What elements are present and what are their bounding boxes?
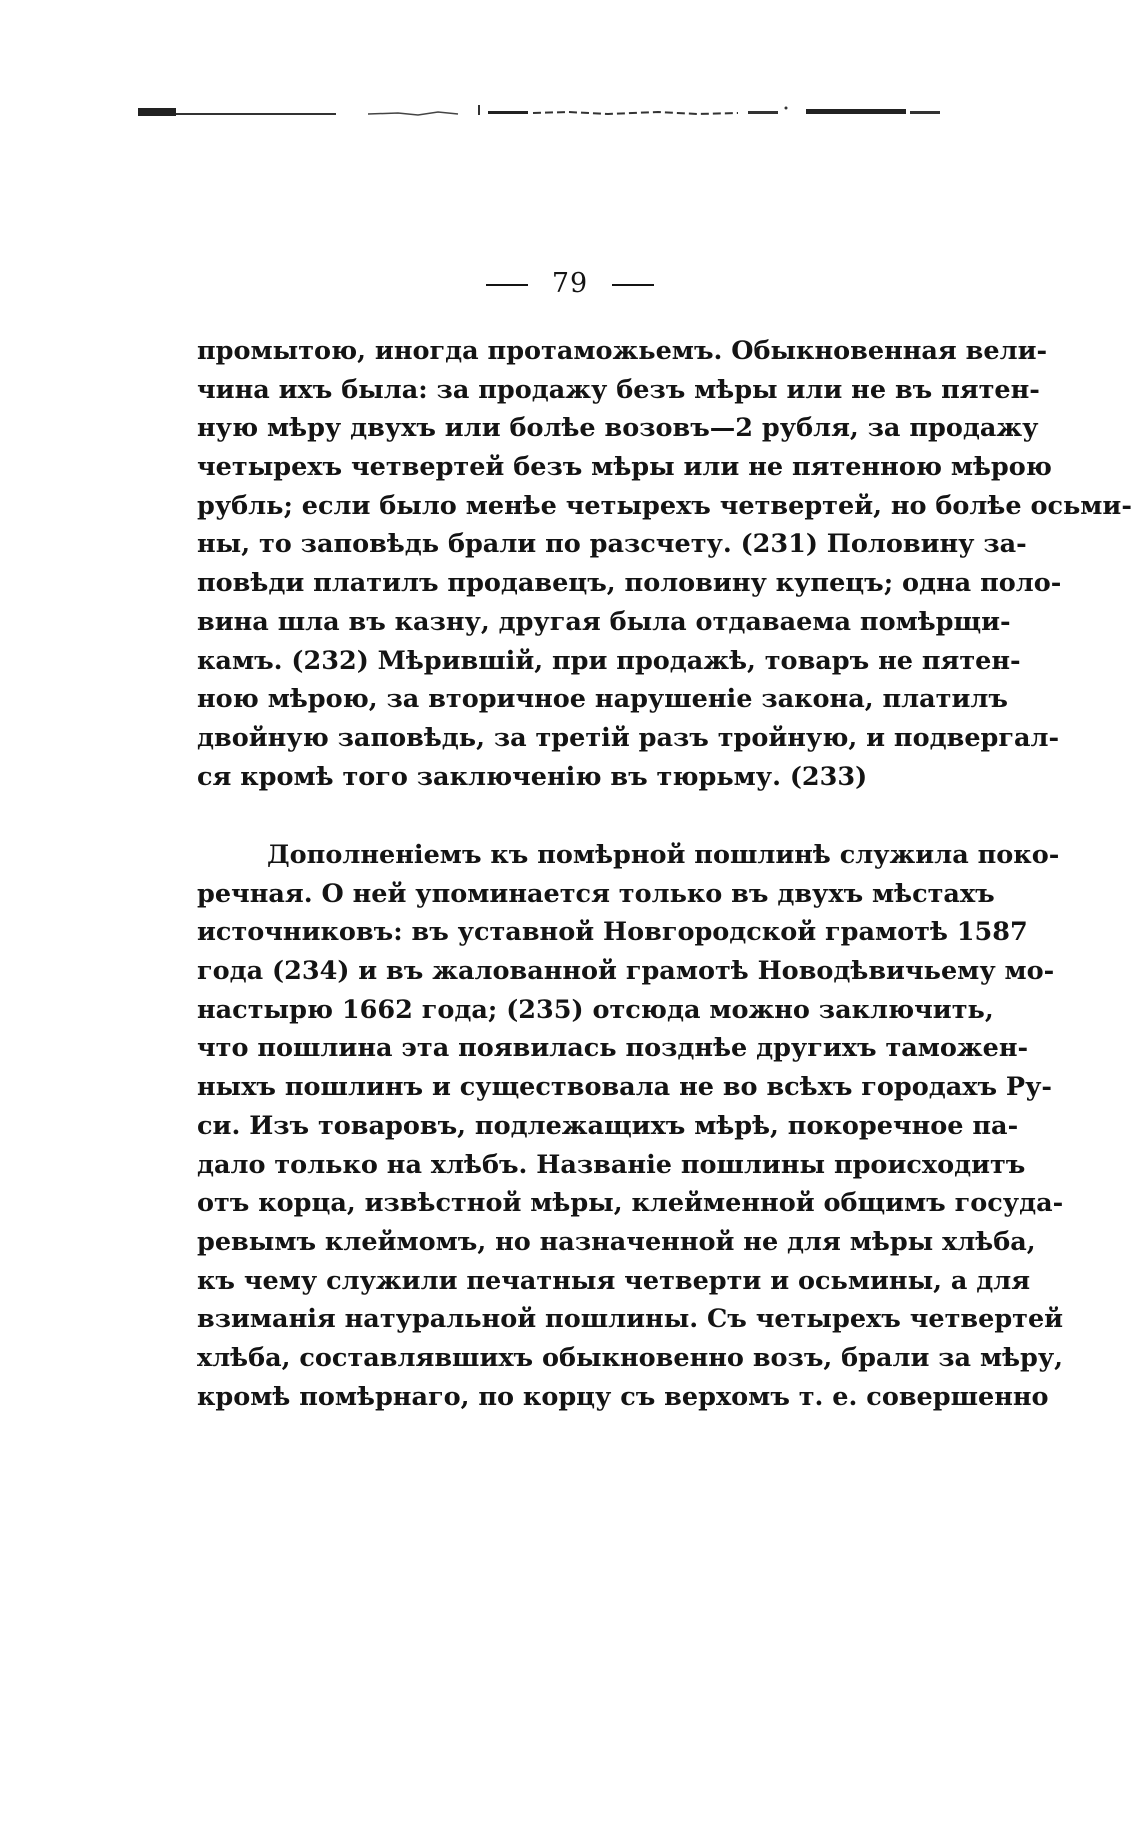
text-line: настырю 1662 года; (235) отсюда можно заключить, (197, 994, 994, 1025)
text-line: си. Изъ товаровъ, подлежащихъ мѣрѣ, покоречное па- (197, 1110, 1019, 1141)
text-line: чина ихъ была: за продажу безъ мѣры или не въ пятен- (197, 374, 1040, 405)
text-line: ревымъ клеймомъ, но назначенной не для мѣры хлѣба, (197, 1226, 1036, 1257)
text-line: года (234) и въ жалованной грамотѣ Новодѣвичьему мо- (197, 956, 1055, 987)
text-line: ную мѣру двухъ или болѣе возовъ—2 рубля, за продажу (197, 413, 1039, 444)
scanned-header-rule (138, 104, 1058, 120)
text-line: промытою, иногда протаможьемъ. Обыкновенная вели- (197, 336, 1048, 366)
text-line: повѣди платилъ продавецъ, половину купецъ; одна поло- (197, 568, 1062, 599)
text-line: двойную заповѣдь, за третій разъ тройную, и подвергал- (197, 722, 1060, 753)
page-number-right-dash (612, 284, 654, 286)
text-line: взиманія натуральной пошлины. Съ четырехъ четвертей (197, 1304, 1064, 1335)
text-line: что пошлина эта появилась позднѣе другихъ таможен- (197, 1033, 1029, 1064)
text-line: ся кромѣ того заключенію въ тюрьму. (233) (197, 761, 868, 792)
paragraph-2 (197, 836, 1064, 1416)
page-number (0, 268, 1140, 299)
text-line: четырехъ четвертей безъ мѣры или не пятенною мѣрою (197, 452, 1052, 483)
text-line: рубль; если было менѣе четырехъ четвертей, но болѣе осьми- (197, 490, 1132, 521)
text-line: источниковъ: въ уставной Новгородской грамотѣ 1587 (197, 917, 1028, 948)
text-line: отъ корца, извѣстной мѣры, клейменной общимъ госуда- (197, 1188, 1064, 1219)
paragraph-1 (197, 332, 1132, 796)
text-line: кромѣ помѣрнаго, по корцу съ верхомъ т. е. совершенно (197, 1381, 1049, 1412)
page-number-value: 79 (551, 268, 589, 299)
text-line: ною мѣрою, за вторичное нарушеніе закона, платилъ (197, 684, 1008, 715)
text-line: хлѣба, составлявшихъ обыкновенно возъ, брали за мѣру, (197, 1342, 1064, 1373)
page-number-left-dash (486, 284, 528, 286)
text-line: камъ. (232) Мѣрившій, при продажѣ, товаръ не пятен- (197, 645, 1021, 676)
text-line: дало только на хлѣбъ. Названіе пошлины происходитъ (197, 1149, 1026, 1180)
text-line: къ чему служили печатныя четверти и осьмины, а для (197, 1265, 1031, 1296)
text-line: ныхъ пошлинъ и существовала не во всѣхъ городахъ Ру- (197, 1072, 1052, 1103)
text-line: Дополненіемъ къ помѣрной пошлинѣ служила поко- (267, 840, 1060, 870)
text-line: вина шла въ казну, другая была отдаваема помѣрщи- (197, 606, 1011, 637)
text-line: ны, то заповѣдь брали по разсчету. (231) Половину за- (197, 529, 1027, 560)
text-line: речная. О ней упоминается только въ двухъ мѣстахъ (197, 878, 995, 909)
